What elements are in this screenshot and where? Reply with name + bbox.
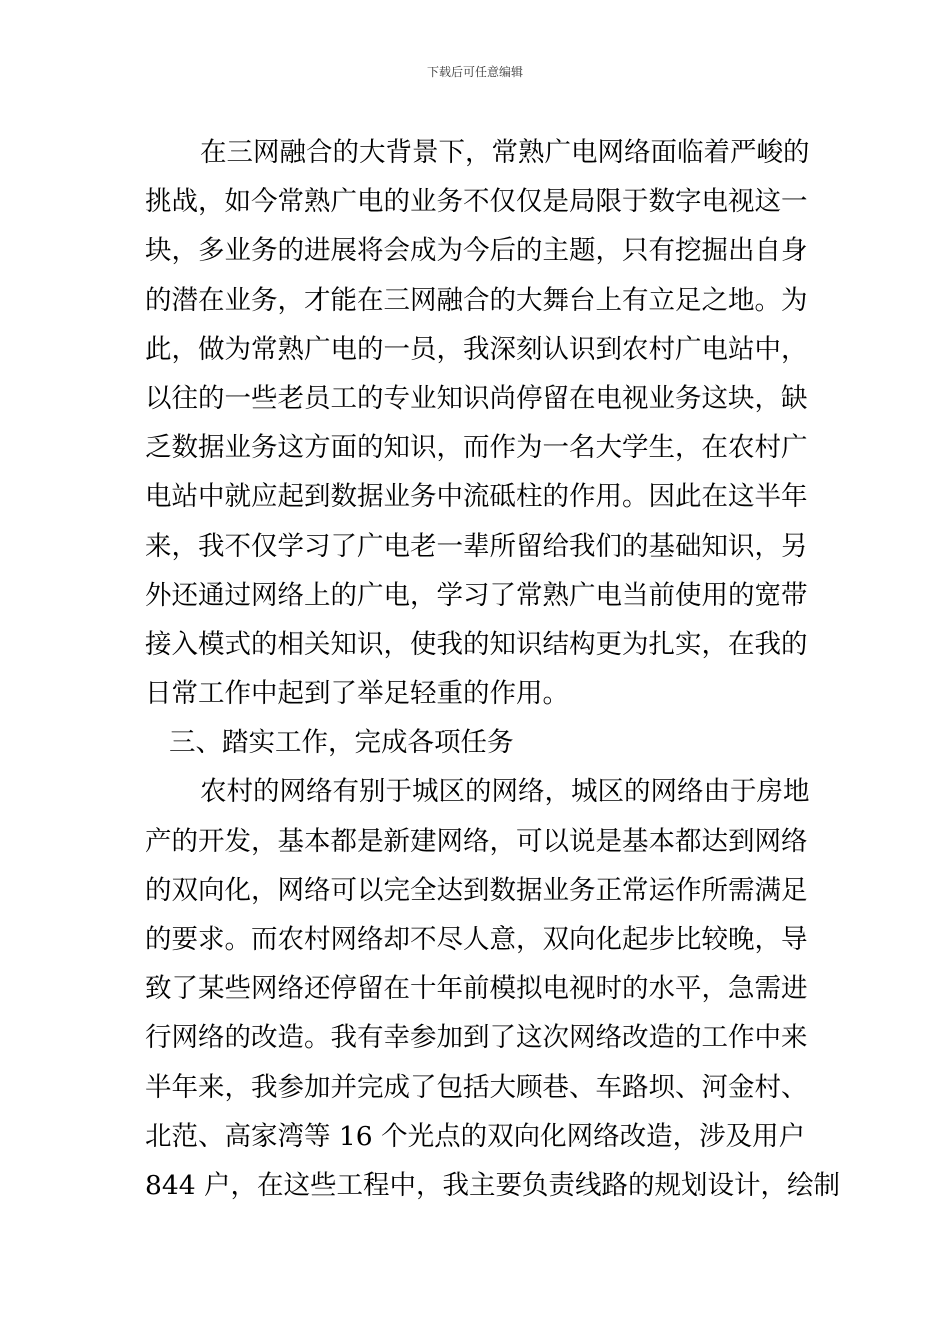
paragraph-line: 块，多业务的进展将会成为今后的主题，只有挖掘出自身 <box>145 235 808 267</box>
paragraph-line: 致了某些网络还停留在十年前模拟电视时的水平，急需进 <box>145 973 808 1005</box>
page-header: 下载后可任意编辑 <box>426 65 523 79</box>
paragraph-line: 的要求。而农村网络却不尽人意，双向化起步比较晚，导 <box>145 924 808 955</box>
paragraph-line: 乏数据业务这方面的知识，而作为一名大学生，在农村广 <box>145 432 808 464</box>
paragraph-line: 以往的一些老员工的专业知识尚停留在电视业务这块，缺 <box>145 382 808 414</box>
paragraph-line: 844 户，在这些工程中，我主要负责线路的规划设计，绘制 <box>145 1169 841 1201</box>
paragraph-line: 产的开发，基本都是新建网络，可以说是基本都达到网络 <box>145 825 808 857</box>
paragraph-line: 北范、高家湾等 16 个光点的双向化网络改造，涉及用户 <box>145 1120 806 1152</box>
paragraph-line: 的双向化，网络可以完全达到数据业务正常运作所需满足 <box>145 874 808 906</box>
paragraph-line: 在三网融合的大背景下，常熟广电网络面临着严峻的 <box>200 137 810 168</box>
paragraph-line: 半年来，我参加并完成了包括大顾巷、车路坝、河金村、 <box>145 1071 808 1103</box>
paragraph-line: 行网络的改造。我有幸参加到了这次网络改造的工作中来 <box>145 1022 808 1054</box>
paragraph-line: 来，我不仅学习了广电老一辈所留给我们的基础知识，另 <box>145 530 808 562</box>
paragraph-line: 此，做为常熟广电的一员，我深刻认识到农村广电站中， <box>145 333 808 365</box>
document-body <box>145 128 841 1210</box>
paragraph-line: 电站中就应起到数据业务中流砥柱的作用。因此在这半年 <box>145 481 808 513</box>
section-heading: 三、踏实工作，完成各项任务 <box>169 727 514 759</box>
paragraph-line: 接入模式的相关知识，使我的知识结构更为扎实，在我的 <box>145 628 808 660</box>
paragraph-line: 日常工作中起到了举足轻重的作用。 <box>145 678 569 710</box>
paragraph-line: 挑战，如今常熟广电的业务不仅仅是局限于数字电视这一 <box>145 186 808 218</box>
paragraph-line: 农村的网络有别于城区的网络，城区的网络由于房地 <box>200 776 810 808</box>
paragraph-line: 外还通过网络上的广电，学习了常熟广电当前使用的宽带 <box>145 579 808 611</box>
paragraph-line: 的潜在业务，才能在三网融合的大舞台上有立足之地。为 <box>145 284 808 316</box>
